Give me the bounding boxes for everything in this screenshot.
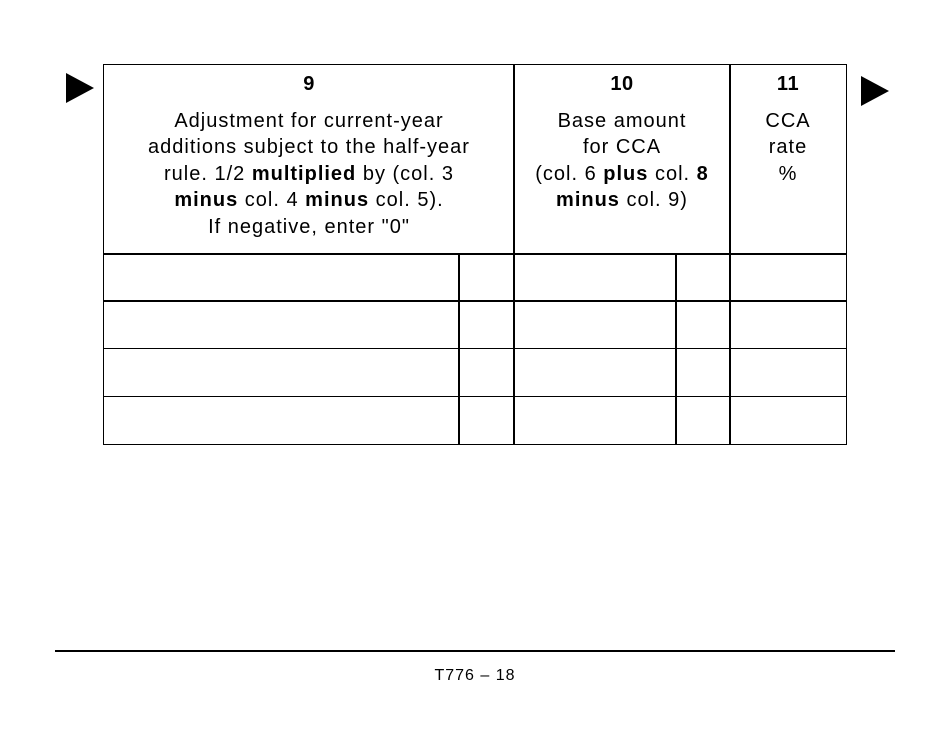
column-10-amount-field[interactable] (513, 396, 677, 445)
column-10-cents-field[interactable] (675, 396, 731, 445)
column-9-cents-field[interactable] (458, 348, 515, 397)
column-9-cents-field[interactable] (458, 253, 515, 302)
column-9-cents-field[interactable] (458, 300, 515, 349)
column-9-amount-field[interactable] (103, 253, 460, 302)
column-9-amount-field[interactable] (103, 348, 460, 397)
column-10-description: Base amount for CCA (col. 6 plus col. 8 minus col. 9) (535, 109, 709, 211)
column-11-rate-field[interactable] (729, 253, 847, 302)
column-9-number: 9 (303, 73, 315, 95)
column-9-description: Adjustment for current-year additions subject to the half-year rule. 1/2 multiplied by (col. 3 minus col. 4 minus col. 5). If negative, enter "0" (148, 109, 470, 238)
column-11-rate-field[interactable] (729, 300, 847, 349)
column-11-rate-field[interactable] (729, 396, 847, 445)
column-10-amount-field[interactable] (513, 348, 677, 397)
column-10-cents-field[interactable] (675, 348, 731, 397)
footer-divider (55, 650, 895, 652)
column-10-number: 10 (610, 73, 634, 95)
column-10-amount-field[interactable] (513, 253, 677, 302)
column-11-rate-field[interactable] (729, 348, 847, 397)
arrow-right-icon (861, 76, 889, 106)
arrow-left-icon (66, 73, 94, 103)
page-label: T776 – 18 (434, 667, 516, 684)
column-10-cents-field[interactable] (675, 300, 731, 349)
column-10-header (513, 64, 731, 255)
column-11-number: 11 (776, 73, 800, 95)
column-10-cents-field[interactable] (675, 253, 731, 302)
column-10-amount-field[interactable] (513, 300, 677, 349)
column-11-description: CCA rate % (765, 109, 811, 185)
column-9-cents-field[interactable] (458, 396, 515, 445)
column-9-amount-field[interactable] (103, 396, 460, 445)
column-11-header (729, 64, 847, 255)
column-9-amount-field[interactable] (103, 300, 460, 349)
column-9-header (103, 64, 515, 255)
